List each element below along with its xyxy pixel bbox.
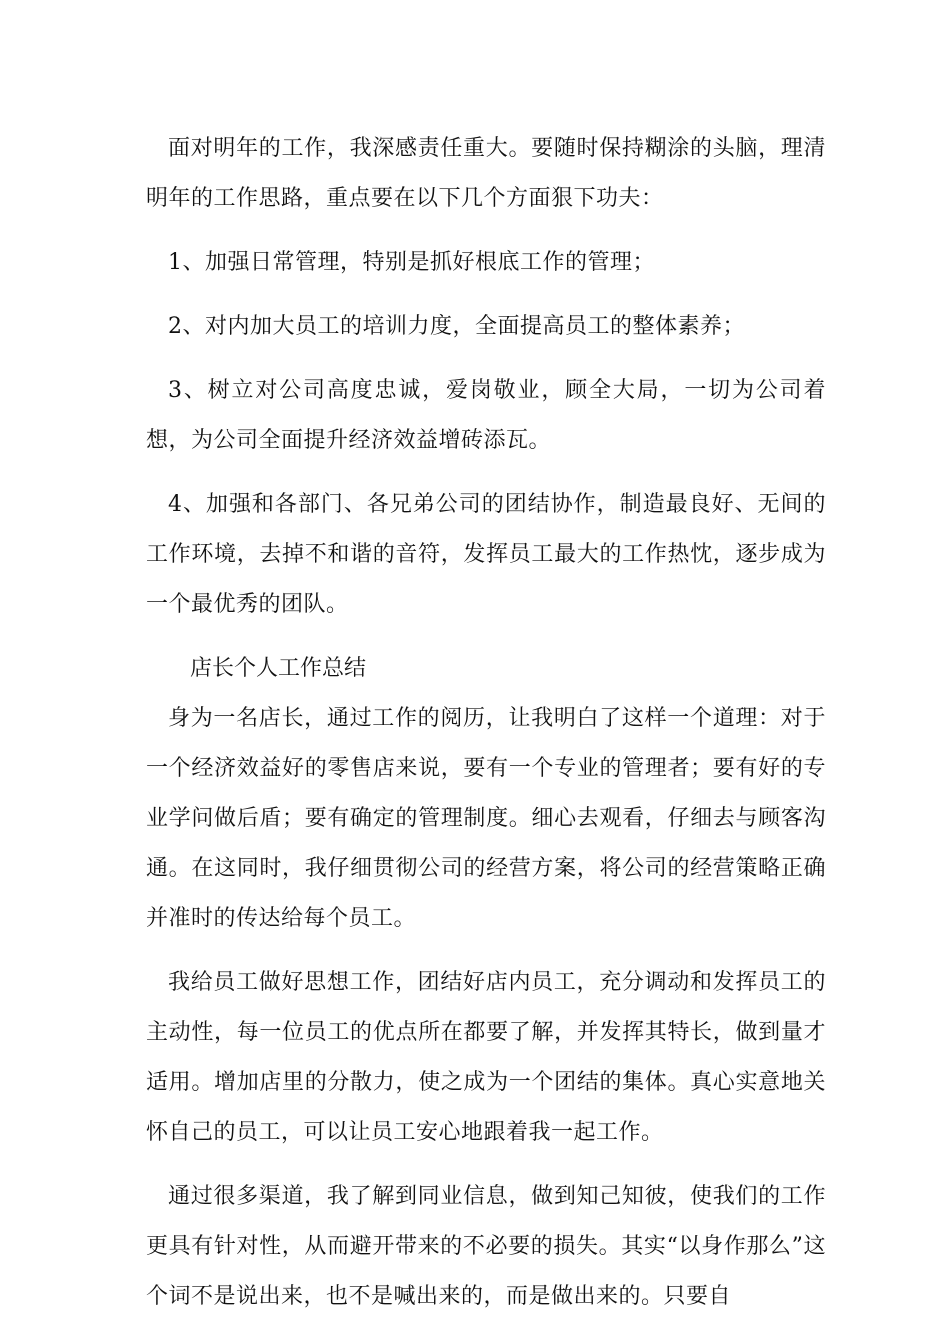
summary-paragraph-3: 通过很多渠道，我了解到同业信息，做到知己知彼，使我们的工作更具有针对性，从而避开带来的不必要的损失。其实“以身作那么”这个词不是说出来，也不是喊出来的，而是做出来的。只要自 [146, 1184, 826, 1309]
plan-item-1: 1、加强日常管理，特别是抓好根底工作的管理； [168, 250, 655, 275]
summary-paragraph-2: 我给员工做好思想工作，团结好店内员工，充分调动和发挥员工的主动性，每一位员工的优点所在都要了解，并发挥其特长，做到量才适用。增加店里的分散力，使之成为一个团结的集体。真心实意地关怀自己的员工，可以让员工安心地跟着我一起工作。 [146, 970, 826, 1145]
document-page [146, 124, 826, 1336]
summary-paragraph-1: 身为一名店长，通过工作的阅历，让我明白了这样一个道理：对于一个经济效益好的零售店来说，要有一个专业的管理者；要有好的专业学问做后盾；要有确定的管理制度。细心去观看，仔细去与顾客沟通。在这同时，我仔细贯彻公司的经营方案，将公司的经营策略正确并准时的传达给每个员工。 [146, 706, 826, 931]
section-title: 店长个人工作总结 [190, 656, 367, 681]
plan-item-3: 3、树立对公司高度忠诚，爱岗敬业，顾全大局，一切为公司着想，为公司全面提升经济效益增砖添瓦。 [146, 378, 826, 453]
plan-item-2: 2、对内加大员工的培训力度，全面提高员工的整体素养； [168, 314, 745, 339]
plan-item-4: 4、加强和各部门、各兄弟公司的团结协作，制造最良好、无间的工作环境，去掉不和谐的音符，发挥员工最大的工作热忱，逐步成为一个最优秀的团队。 [146, 492, 826, 617]
intro-paragraph: 面对明年的工作，我深感责任重大。要随时保持糊涂的头脑，理清明年的工作思路，重点要在以下几个方面狠下功夫： [146, 136, 826, 211]
